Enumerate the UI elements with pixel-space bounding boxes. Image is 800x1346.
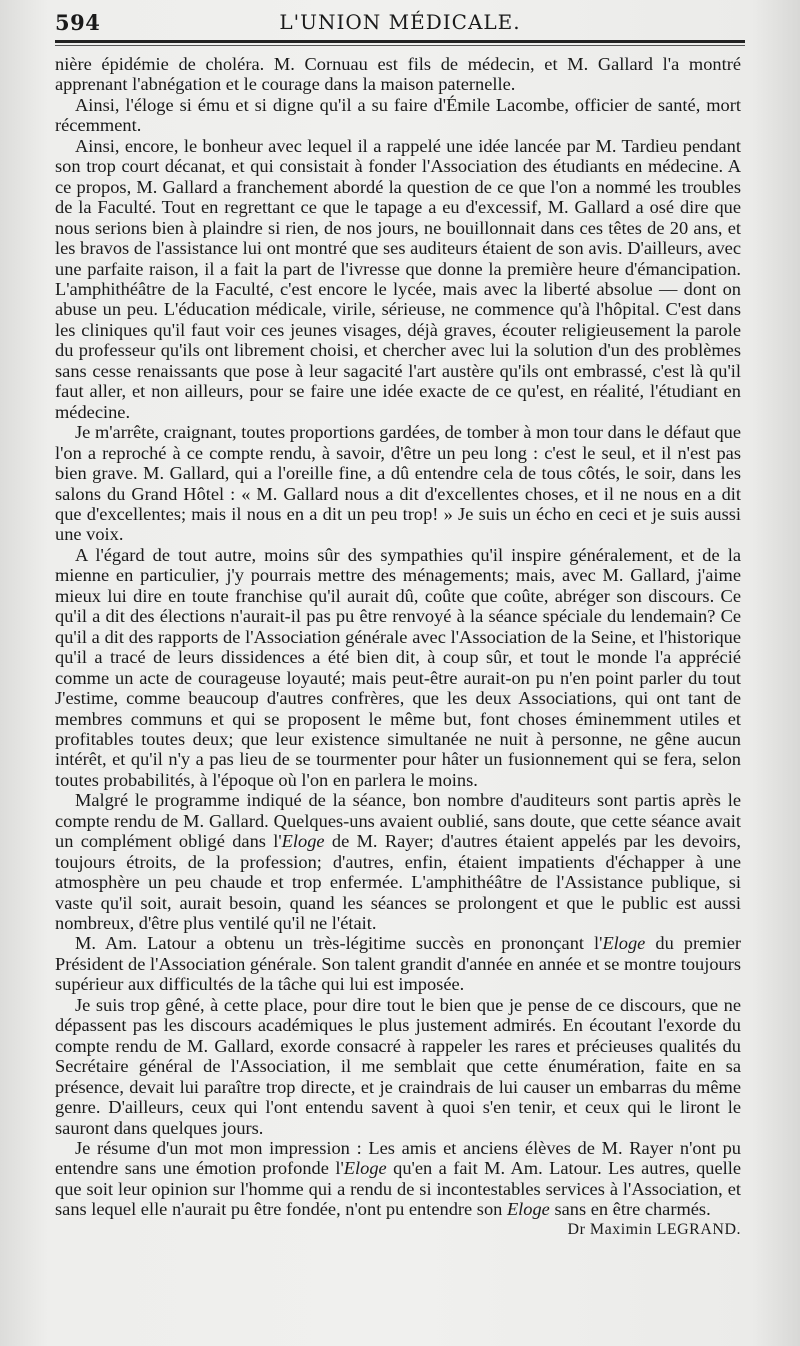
page-number: 594: [55, 10, 101, 35]
paragraph: A l'égard de tout autre, moins sûr des sympathies qu'il inspire généralement, et de la mienne en particulier, j'y pourrais mettre des ménagements; mais, avec M. Gallard, j'aime mieux lui dire en toute franchise qu'il aurait dû, coûte que coûte, abréger son discours. Ce qu'il a dit des élections n'aurait-il pas pu être renvoyé à la séance spéciale du lendemain? Ce qu'il a dit des rapports de l'Association générale avec l'Association de la Seine, et l'historique qu'il a tracé de leurs dissidences a été bien dit, à coup sûr, et tout le monde l'a apprécié comme un acte de courageuse loyauté; mais peut-être aurait-on pu n'en point parler du tout J'estime, comme beaucoup d'autres confrères, que les deux Associations, qui ont tant de membres communs et qui se proposent le même but, font choses éminemment utiles et profitables toutes deux; que leur existence simultanée ne nuit à personne, ne gêne aucun intérêt, et qu'il n'y a pas lieu de se tourmenter pour hâter un fusionnement qui se fera, selon toutes probabilités, à l'époque où l'on en parlera le moins.: [55, 544, 741, 790]
paragraph: Malgré le programme indiqué de la séance, bon nombre d'auditeurs sont partis après le compte rendu de M. Gallard. Quelques-uns avaient oublié, sans doute, que cette séance avait un complément obligé dans l'Eloge de M. Rayer; d'autres étaient appelés par les devoirs, toujours étroits, de la profession; d'autres, enfin, étaient impatients d'échapper à une atmosphère un peu chaude et trop enfermée. L'amphithéâtre de l'Assistance publique, si vaste qu'il soit, aurait besoin, quand les séances se prolongent et que le public est aussi nombreux, d'être plus ventilé qu'il ne l'était.: [55, 790, 741, 934]
header-rule-thin: [55, 45, 745, 46]
final-paragraph: [55, 1138, 742, 1238]
paragraph: Ainsi, encore, le bonheur avec lequel il a rappelé une idée lancée par M. Tardieu pendant son trop court décanat, et qui consistait à fonder l'Association des étudiants en médecine. A ce propos, M. Gallard a franchement abordé la question de ce que l'on a nommé les troubles de la Faculté. Tout en regrettant ce que le tapage a eu d'excessif, M. Gallard a osé dire que nous serions bien à plaindre si rien, de nos jours, ne bouillonnait dans ces têtes de 20 ans, et les bravos de l'assistance lui ont montré que ses auditeurs étaient de son avis. D'ailleurs, avec une parfaite raison, il a fait la part de l'ivresse que donne la première heure d'émancipation. L'amphithéâtre de la Faculté, c'est encore le lycée, mais avec la liberté absolue — dont on abuse un peu. L'éducation médicale, virile, sérieuse, ne commence qu'à l'hôpital. C'est dans les cliniques qu'il faut voir ces jeunes visages, déjà graves, écouter religieusement la parole du professeur qu'ils ont librement choisi, et chercher avec lui la solution d'un des problèmes sans cesse renaissants que pose à leur sagacité l'art austère qu'ils ont embrassé, c'est là qu'il faut aller, et non ailleurs, pour se faire une idée exacte de ce qu'est, en réalité, l'étudiant en médecine.: [55, 135, 741, 422]
running-title: L'UNION MÉDICALE.: [279, 10, 521, 34]
paragraph: Je m'arrête, craignant, toutes proportions gardées, de tomber à mon tour dans le défaut que l'on a reproché à ce compte rendu, à savoir, d'être un peu long : c'est le seul, et il n'est pas bien grave. M. Gallard, qui a l'oreille fine, a dû entendre cela de tous côtés, le soir, dans les salons du Grand Hôtel : « M. Gallard nous a dit d'excellentes choses, et il ne nous en a dit que d'excellentes; mais il nous en a dit un peu trop! » Je suis un écho en ceci et je suis aussi une voix.: [55, 422, 741, 545]
paragraph: Je suis trop gêné, à cette place, pour dire tout le bien que je pense de ce discours, que ne dépassent pas les discours académiques le plus justement admirés. En écoutant l'exorde du compte rendu de M. Gallard, exorde consacré à rappeler les rares et précieuses qualités du Secrétaire général de l'Association, il me semblait que cette énumération, faite en sa présence, devait lui paraître trop directe, et je craindrais de lui causer un embarras du même genre. D'ailleurs, ceux qui l'ont entendu savent à quoi s'en tenir, et ceux qui le liront le sauront dans quelques jours.: [55, 994, 741, 1138]
page-header: [55, 6, 745, 36]
paragraph: M. Am. Latour a obtenu un très-légitime succès en prononçant l'Eloge du premier Président de l'Association générale. Son talent grandit d'année en année et se montre toujours supérieur aux difficultés de la tâche qui lui est imposée.: [55, 933, 741, 995]
paragraph: Je résume d'un mot mon impression : Les amis et anciens élèves de M. Rayer n'ont pu entendre sans une émotion profonde l'Eloge qu'en a fait M. Am. Latour. Les autres, quelle que soit leur opinion sur l'homme qui a rendu de si incontestables services à l'Association, et sans lequel elle n'aurait pu être fondée, n'ont pu entendre son Eloge sans en être charmés.: [55, 1138, 742, 1220]
header-rule: [55, 40, 745, 43]
paragraph: nière épidémie de choléra. M. Cornuau est fils de médecin, et M. Gallard l'a montré apprenant l'abnégation et le courage dans la maison paternelle.: [55, 54, 741, 95]
paragraph: Ainsi, l'éloge si ému et si digne qu'il a su faire d'Émile Lacombe, officier de santé, mort récemment.: [55, 94, 741, 136]
article-body: [55, 54, 741, 1240]
author-signature: Dr Maximin LEGRAND.: [567, 1220, 741, 1238]
